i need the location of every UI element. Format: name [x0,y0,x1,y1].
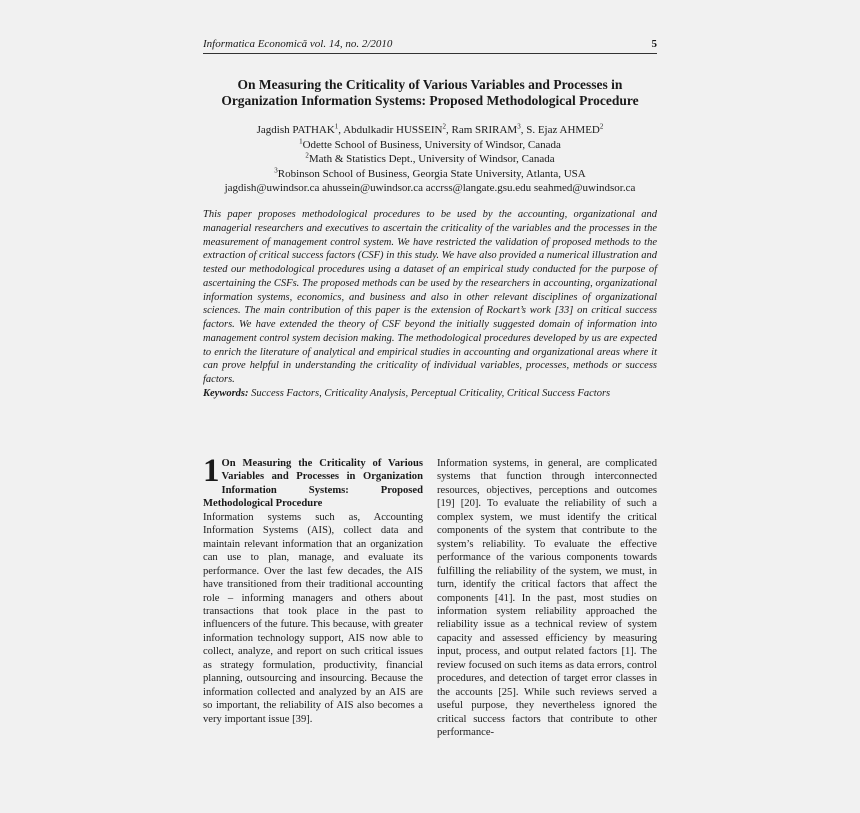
keywords [203,387,657,401]
author-sup: 1 [334,122,339,131]
author-name: Abdulkadir HUSSEIN [343,124,443,136]
header-rule [203,53,657,54]
author-block [190,123,670,196]
affiliation-text: Odette School of Business, University of Windsor, Canada [302,138,561,151]
affiliation-text: Robinson School of Business, Georgia State University, Atlanta, USA [277,167,586,180]
running-head [203,38,657,51]
affiliation-sup: 2 [305,151,309,160]
journal-citation: Informatica Economică vol. 14, no. 2/2010 [203,38,393,50]
section-heading [203,453,423,511]
abstract-text: This paper proposes methodological procedures to be used by the accounting, organizational and managerial researchers and executives to ascertain the criticality of the variables and the processes in the measurement of management control system. We have restricted the validation of proposed methods to the extraction of critical success factors (CSF) in this study. We have also provided a numerical illustration and tested our methodological procedures using a dataset of an empirical study conducted for the purpose of ascertaining the CSFs. The proposed methods can be used by the researchers in accounting, organizational information systems, economics, and business and also in other relevant disciplines of organizational sciences. The main contribution of this paper is the extension of Rockart’s work [33] on critical success factors. We have extended the theory of CSF beyond the initially suggested domain of information into management control system decision making. The methodological procedures developed by us are expected to enrich the literature of analytical and empirical studies in accounting and organizational areas where it can prove helpful in understanding the criticality of individual variables, processes, methods or success factors. [203,209,657,385]
affiliation [190,167,670,182]
author-sup: 2 [599,122,604,131]
author-sup: 3 [517,122,521,131]
section-title: On Measuring the Criticality of Various Variables and Processes in Organization Information Systems: Proposed Methodological Procedure [203,458,423,510]
section-number: 1 [203,453,220,489]
author-name: Jagdish PATHAK [256,124,335,136]
left-column [203,453,423,726]
keywords-text: Success Factors, Criticality Analysis, Perceptual Criticality, Critical Success Factors [251,387,611,399]
author-name: S. Ejaz AHMED [526,124,600,136]
body-paragraph: Information systems such as, Accounting Information Systems (AIS), collect data and maintain relevant information that an organization can use to plan, manage, and evaluate its performance. Over the last few decades, the AIS have transitioned from their traditional accounting role – informing managers and others about transactions that took place in the past to influencers of the future. This because, with greater information technology support, AIS now able to collect, analyze, and report on such critical issues as strategy formulation, productivity, financial planning, outsourcing and insourcing. Because the information collected and analyzed by an AIS are so important, the reliability of AIS also becomes a very important issue [39]. [203,511,423,725]
affiliation [190,152,670,167]
author-name: Ram SRIRAM [451,124,518,136]
author-sup: 2 [442,122,446,131]
author-emails: jagdish@uwindsor.ca ahussein@uwindsor.ca accrss@langate.gsu.edu seahmed@uwindsor.ca [224,182,636,194]
body-paragraph: Information systems, in general, are complicated systems that function through interconnected resources, objectives, perceptions and outcomes [19] [20]. To evaluate the reliability of such a complex system, we must identify the critical components of the system that contribute to the system’s reliability. To evaluate the effective performance of the various components towards fulfilling the reliability of the system, we must, in turn, identify the critical factors that affect the components [41]. In the past, most studies on information system reliability approached the reliability issue as a technical review of system capacity and assessed efficiency by measuring input, process, and output related factors [1]. The review focused on such items as data errors, control procedures, and detection of target error classes in the accounts [25]. While such reviews served a useful purpose, they nevertheless ignored the critical success factors that contribute to other performance- [437,458,657,739]
keywords-label: Keywords: [203,387,249,399]
affiliation-sup: 3 [274,165,278,174]
page-number: 5 [651,38,657,50]
paper-title: On Measuring the Criticality of Various Variables and Processes in Organization Information Systems: Proposed Methodological Procedure [221,77,639,108]
affiliation-text: Math & Statistics Dept., University of Windsor, Canada [308,153,555,165]
author-names: Jagdish PATHAK$^1$, Abdulkadir HUSSEIN$^2$, Ram SRIRAM$^3$, S. Ejaz AHMED$^2$ [256,122,604,136]
affiliation-sup: 1 [299,136,303,145]
affiliation [190,138,670,153]
abstract-block [203,208,657,401]
right-column [437,457,657,740]
